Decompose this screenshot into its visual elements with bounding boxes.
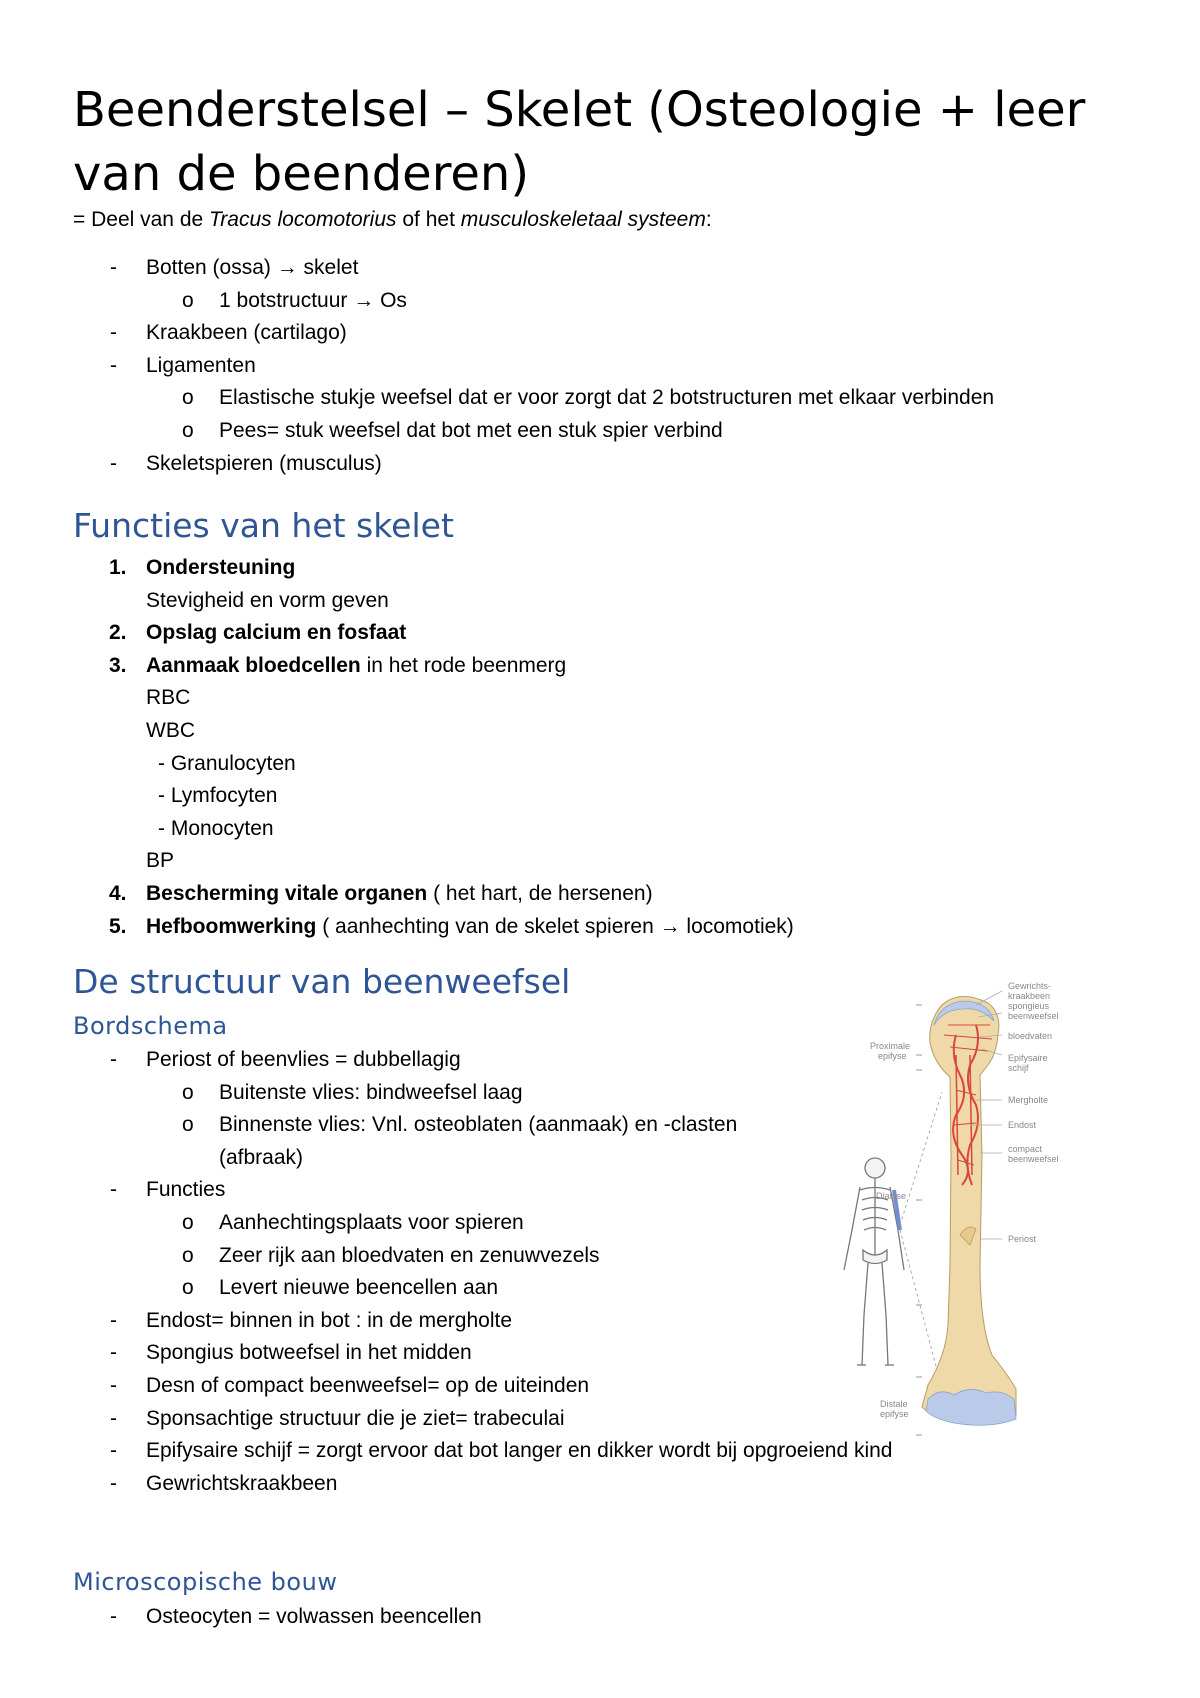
label-distale-2: epifyse bbox=[880, 1409, 909, 1419]
skeleton-figure bbox=[844, 1158, 907, 1365]
list-marker: - bbox=[110, 451, 117, 475]
item-number: 1. bbox=[109, 556, 127, 579]
list-item-text: Pees= stuk weefsel dat bot met een stuk spier verbind bbox=[219, 418, 723, 442]
numbered-item bbox=[73, 911, 1073, 944]
item-rest-text: in het rode beenmerg bbox=[360, 653, 567, 677]
list-item bbox=[73, 317, 1073, 350]
numbered-item bbox=[73, 552, 1073, 585]
list-item bbox=[73, 1601, 973, 1634]
list-item bbox=[73, 382, 1073, 415]
list-item-text: Gewrichtskraakbeen bbox=[146, 1471, 338, 1495]
label-endost: Endost bbox=[1008, 1120, 1037, 1130]
item-detail-text: RBC bbox=[146, 686, 191, 710]
list-item-text: Kraakbeen (cartilago) bbox=[146, 321, 347, 345]
list-item bbox=[73, 1468, 973, 1501]
list-item bbox=[73, 415, 1073, 448]
item-detail bbox=[73, 585, 1073, 618]
list-item-text: Osteocyten = volwassen beencellen bbox=[146, 1605, 482, 1628]
list-marker: - bbox=[110, 1373, 117, 1397]
item-detail bbox=[73, 780, 1073, 813]
subheading-microscopische-bouw: Microscopische bouw bbox=[73, 1568, 338, 1596]
label-gewrichtskraakbeen: Gewrichts- bbox=[1008, 981, 1052, 991]
list-marker: - bbox=[110, 1406, 117, 1430]
microscopic-list bbox=[73, 1601, 973, 1634]
label-bloedvaten: bloedvaten bbox=[1008, 1031, 1053, 1041]
intro-mid: of het bbox=[396, 208, 461, 231]
label-proximale-2: epifyse bbox=[878, 1051, 907, 1061]
list-marker: o bbox=[182, 386, 194, 410]
numbered-item bbox=[73, 617, 1073, 650]
list-marker: o bbox=[182, 288, 194, 312]
list-item-text: (afbraak) bbox=[219, 1145, 304, 1169]
list-item-text: Binnenste vlies: Vnl. osteoblaten (aanmaak) en -clasten bbox=[219, 1113, 738, 1137]
list-marker: o bbox=[182, 418, 194, 442]
item-detail-text: - Granulocyten bbox=[158, 751, 296, 775]
item-number: 5. bbox=[109, 914, 127, 938]
list-marker: - bbox=[110, 1178, 117, 1202]
list-marker: o bbox=[182, 1243, 194, 1267]
label-epifysaire: Epifysaire bbox=[1008, 1053, 1048, 1063]
item-bold-text: Hefboomwerking bbox=[146, 914, 317, 938]
list-marker: - bbox=[110, 1308, 117, 1332]
item-rest-text: ( aanhechting van de skelet spieren → locomotiek) bbox=[316, 914, 794, 938]
intro-prefix: = Deel van de bbox=[73, 208, 210, 231]
list-marker: - bbox=[110, 1439, 117, 1463]
item-detail-text: WBC bbox=[146, 718, 195, 742]
list-item-text: Botten (ossa) → skelet bbox=[146, 256, 359, 279]
subheading-bordschema: Bordschema bbox=[73, 1012, 228, 1040]
intro-term-1: Tracus locomotorius bbox=[209, 208, 397, 231]
list-item-text: Zeer rijk aan bloedvaten en zenuwvezels bbox=[219, 1243, 600, 1267]
list-marker: - bbox=[110, 256, 117, 279]
list-item-text: Aanhechtingsplaats voor spieren bbox=[219, 1210, 524, 1234]
label-proximale: Proximale bbox=[870, 1041, 911, 1051]
numbered-item bbox=[73, 878, 1073, 911]
list-marker: o bbox=[182, 1113, 194, 1137]
label-spongieus: spongieus bbox=[1008, 1001, 1050, 1011]
item-detail-text: - Monocyten bbox=[158, 816, 274, 840]
list-item bbox=[73, 252, 1073, 285]
list-marker: - bbox=[110, 1341, 117, 1365]
list-marker: - bbox=[110, 321, 117, 345]
list-marker: o bbox=[182, 1276, 194, 1300]
list-marker: - bbox=[110, 1048, 117, 1071]
list-marker: o bbox=[182, 1080, 194, 1104]
list-item-text: Periost of beenvlies = dubbellagig bbox=[146, 1048, 461, 1071]
label-mergholte: Mergholte bbox=[1008, 1095, 1049, 1105]
list-item-text: Elastische stukje weefsel dat er voor zorgt dat 2 botstructuren met elkaar verbinden bbox=[219, 386, 995, 410]
scale-ticks bbox=[916, 1005, 922, 1435]
list-item-text: Levert nieuwe beencellen aan bbox=[219, 1276, 499, 1300]
functions-list bbox=[73, 552, 1073, 943]
list-marker: - bbox=[110, 1605, 117, 1628]
list-item-text: Sponsachtige structuur die je ziet= trabeculai bbox=[146, 1406, 565, 1430]
item-bold-text: Ondersteuning bbox=[146, 556, 296, 579]
list-item-text: Endost= binnen in bot : in de mergholte bbox=[146, 1308, 513, 1332]
item-bold-text: Aanmaak bloedcellen bbox=[146, 653, 361, 677]
numbered-item bbox=[73, 650, 1073, 683]
item-bold-text: Bescherming vitale organen bbox=[146, 881, 428, 905]
list-marker: - bbox=[110, 353, 117, 377]
label-compact: compact bbox=[1008, 1144, 1043, 1154]
skeleton-parts-list bbox=[73, 252, 1073, 480]
list-item-text: 1 botstructuur → Os bbox=[219, 288, 407, 312]
item-number: 2. bbox=[109, 621, 127, 645]
list-item-text: Functies bbox=[146, 1178, 226, 1202]
item-bold-text: Opslag calcium en fosfaat bbox=[146, 621, 407, 645]
item-detail bbox=[73, 715, 1073, 748]
list-item-text: Buitenste vlies: bindweefsel laag bbox=[219, 1080, 523, 1104]
bone-anatomy-illustration bbox=[830, 981, 1140, 1445]
item-rest-text: ( het hart, de hersenen) bbox=[427, 881, 653, 905]
list-marker: - bbox=[110, 1471, 117, 1495]
list-item bbox=[73, 350, 1073, 383]
item-detail-text: BP bbox=[146, 849, 175, 873]
list-item bbox=[73, 448, 1073, 481]
list-item-text: Epifysaire schijf = zorgt ervoor dat bot langer en dikker wordt bij opgroeiend kind bbox=[146, 1439, 893, 1463]
item-detail bbox=[73, 845, 1073, 878]
list-item-text: Skeletspieren (musculus) bbox=[146, 451, 382, 475]
humerus-bone bbox=[922, 996, 1016, 1425]
intro-suffix: : bbox=[705, 208, 712, 231]
label-periost: Periost bbox=[1008, 1234, 1037, 1244]
section-heading-functies: Functies van het skelet bbox=[73, 506, 454, 545]
label-compact-2: beenweefsel bbox=[1008, 1154, 1059, 1164]
list-item-text: Spongius botweefsel in het midden bbox=[146, 1341, 472, 1365]
label-spongieus-2: beenweefsel bbox=[1008, 1011, 1059, 1021]
list-item-text: Desn of compact beenweefsel= op de uiteinden bbox=[146, 1373, 590, 1397]
item-number: 4. bbox=[109, 881, 127, 905]
item-detail-text: Stevigheid en vorm geven bbox=[146, 588, 389, 612]
item-detail bbox=[73, 813, 1073, 846]
item-detail bbox=[73, 748, 1073, 781]
list-marker: o bbox=[182, 1210, 194, 1234]
section-heading-structuur: De structuur van beenweefsel bbox=[73, 962, 571, 1001]
intro-line bbox=[73, 204, 712, 236]
label-epifysaire-2: schijf bbox=[1008, 1063, 1029, 1073]
list-item bbox=[73, 285, 1073, 318]
label-diafyse: Diafyse bbox=[876, 1191, 907, 1201]
item-detail-text: - Lymfocyten bbox=[158, 784, 278, 808]
intro-term-2: musculoskeletaal systeem bbox=[460, 208, 706, 231]
label-gewrichtskraakbeen-2: kraakbeen bbox=[1008, 991, 1051, 1001]
item-detail bbox=[73, 682, 1073, 715]
label-distale: Distale bbox=[880, 1399, 908, 1409]
page-title: Beenderstelsel – Skelet (Osteologie + leer van de beenderen) bbox=[73, 82, 1086, 202]
list-item-text: Ligamenten bbox=[146, 353, 256, 377]
item-number: 3. bbox=[109, 653, 127, 677]
